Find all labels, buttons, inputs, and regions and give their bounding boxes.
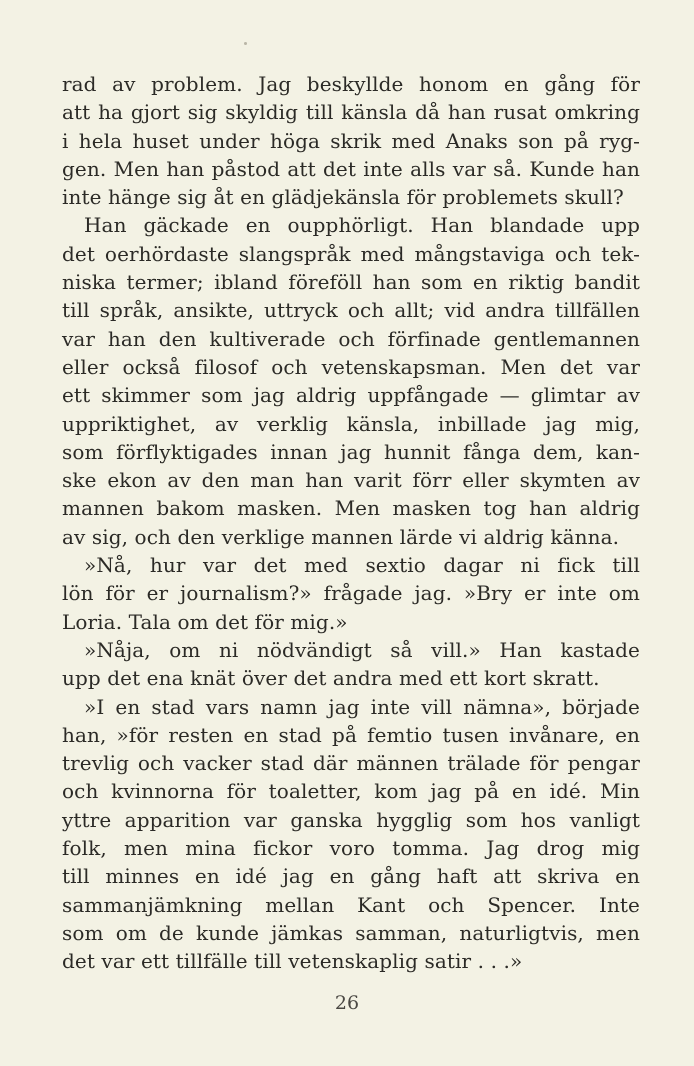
text-line: Loria. Tala om det för mig.»: [62, 609, 348, 634]
text-line: till språk, ansikte, uttryck och allt; vid andra tillfällen: [62, 298, 640, 323]
text-line: »I en stad vars namn jag inte vill nämna», började: [84, 694, 640, 719]
text-line: rad av problem. Jag beskyllde honom en gång för: [62, 72, 640, 96]
text-line: eller också filosof och vetenskapsman. Men det var: [62, 354, 640, 379]
text-line: trevlig och vacker stad där männen trälade för pengar: [62, 751, 640, 776]
text-line: inte hänge sig åt en glädjekänsla för problemets skull?: [62, 185, 624, 210]
page-number: 26: [334, 992, 360, 1014]
text-line: uppriktighet, av verklig känsla, inbillade jag mig,: [62, 411, 640, 436]
text-line: att ha gjort sig skyldig till känsla då han rusat omkring: [62, 100, 640, 125]
text-line: gen. Men han påstod att det inte alls var så. Kunde han: [62, 156, 640, 181]
text-line: sammanjämkning mellan Kant och Spencer. Inte: [62, 892, 640, 917]
text-line: yttre apparition var ganska hygglig som hos vanligt: [62, 807, 640, 832]
paper-speck: [244, 42, 247, 45]
text-line: till minnes en idé jag en gång haft att skriva en: [62, 864, 640, 889]
body-text: [62, 70, 640, 976]
text-line: det var ett tillfälle till vetenskaplig satir . . .»: [62, 949, 523, 974]
text-line: »Nåja, om ni nödvändigt så vill.» Han kastade: [84, 637, 640, 662]
text-line: Han gäckade en oupphörligt. Han blandade upp: [84, 213, 640, 238]
text-line: niska termer; ibland föreföll han som en riktig bandit: [62, 270, 640, 295]
text-line: lön för er journalism?» frågade jag. »Bry er inte om: [62, 581, 640, 606]
text-line: var han den kultiverade och förfinade gentlemannen: [62, 326, 640, 351]
text-line: och kvinnorna för toaletter, kom jag på en idé. Min: [62, 779, 640, 804]
text-line: ske ekon av den man han varit förr eller skymten av: [62, 468, 640, 493]
text-line: han, »för resten en stad på femtio tusen invånare, en: [62, 722, 640, 747]
text-line: »Nå, hur var det med sextio dagar ni fick till: [84, 553, 640, 578]
text-line: ett skimmer som jag aldrig uppfångade — glimtar av: [62, 383, 640, 408]
text-line: som om de kunde jämkas samman, naturligtvis, men: [62, 920, 640, 945]
text-line: folk, men mina fickor voro tomma. Jag drog mig: [62, 836, 640, 861]
text-line: av sig, och den verklige mannen lärde vi aldrig känna.: [62, 524, 620, 549]
text-line: det oerhördaste slangspråk med mångstaviga och tek-: [62, 241, 640, 266]
text-line: i hela huset under höga skrik med Anaks son på ryg-: [62, 128, 640, 153]
text-line: som förflyktigades innan jag hunnit fånga dem, kan-: [62, 439, 640, 464]
text-line: mannen bakom masken. Men masken tog han aldrig: [62, 496, 640, 521]
text-line: upp det ena knät över det andra med ett kort skratt.: [62, 666, 600, 691]
